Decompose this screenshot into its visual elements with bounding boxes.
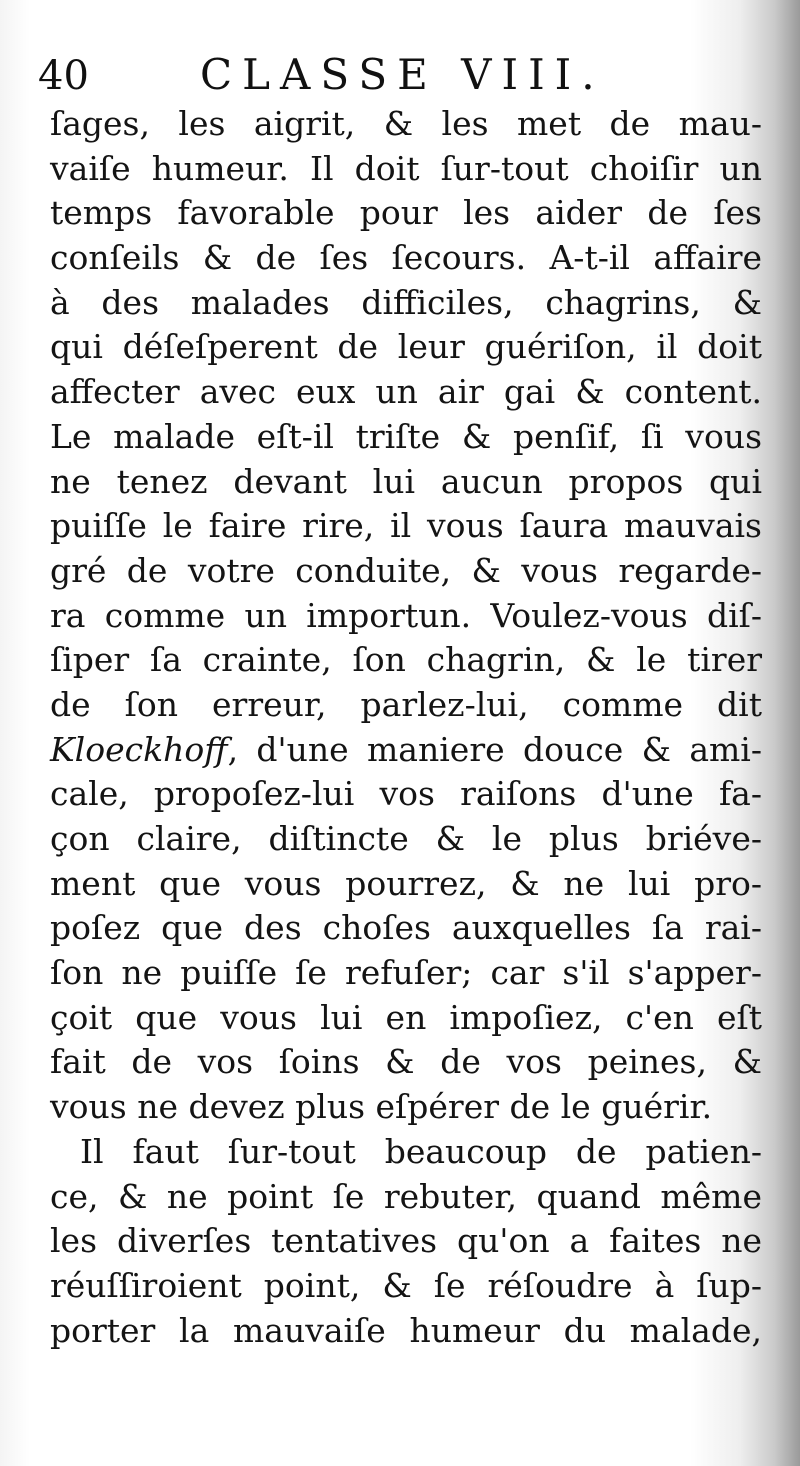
text-line: vaiſe humeur. Il doit ſur-tout choiſir un [50,148,762,188]
running-head: CLASSE VIII. [200,50,605,99]
text-line: çoit que vous lui en impoſiez, c'en eſt [50,997,762,1037]
text-line: poſez que des choſes auxquelles ſa rai- [50,908,762,948]
text-line: affecter avec eux un air gai & content. [50,372,762,412]
text-line: ce, & ne point ſe rebuter, quand même [50,1176,762,1216]
text-line: ſon ne puiſſe ſe refuſer; car s'il s'apper- [50,953,762,993]
text-line: réuſſiroient point, & ſe réſoudre à ſup- [50,1265,762,1305]
text-line: temps favorable pour les aider de ſes [50,193,762,233]
italic-name: Kloeckhoff [50,729,228,769]
text-line: Le malade eſt-il triſte & penſif, ſi vous [50,416,762,456]
text-line: fait de vos ſoins & de vos peines, & [50,1042,762,1082]
text-line: ſiper ſa crainte, ſon chagrin, & le tirer [50,640,762,680]
text-line: ſages, les aigrit, & les met de mau- [50,104,762,143]
paragraph-start-line: Il faut ſur-tout beaucoup de patien- [80,1131,762,1171]
text-line: ra comme un importun. Voulez-vous diſ- [50,595,762,635]
text-line: cale, propoſez-lui vos raiſons d'une fa- [50,774,762,814]
text-line: çon claire, diſtincte & le plus briéve- [50,819,762,858]
page-header [38,44,738,104]
text-line: conſeils & de ſes ſecours. A-t-il affaire [50,238,762,278]
text-line: porter la mauvaiſe humeur du malade, [50,1310,762,1350]
text-line: puiſſe le faire rire, il vous ſaura mauvais [50,506,762,546]
text-line: vous ne devez plus eſpérer de le guérir. [50,1087,713,1127]
text-line: ment que vous pourrez, & ne lui pro- [50,863,762,903]
text-line: qui déſeſperent de leur guériſon, il doit [50,327,762,367]
text-line: les diverſes tentatives qu'on a faites ne [50,1221,762,1261]
text-line-with-italic [50,728,762,773]
text-line-rest: , d'une maniere douce & ami- [227,729,762,769]
text-line: à des malades difficiles, chagrins, & [50,282,762,322]
text-line: gré de votre conduite, & vous regarde- [50,550,762,590]
text-line: de ſon erreur, parlez-lui, comme dit [50,684,762,724]
body-text [50,102,762,1353]
text-line: ne tenez devant lui aucun propos qui [50,461,762,501]
page-number: 40 [38,53,89,99]
